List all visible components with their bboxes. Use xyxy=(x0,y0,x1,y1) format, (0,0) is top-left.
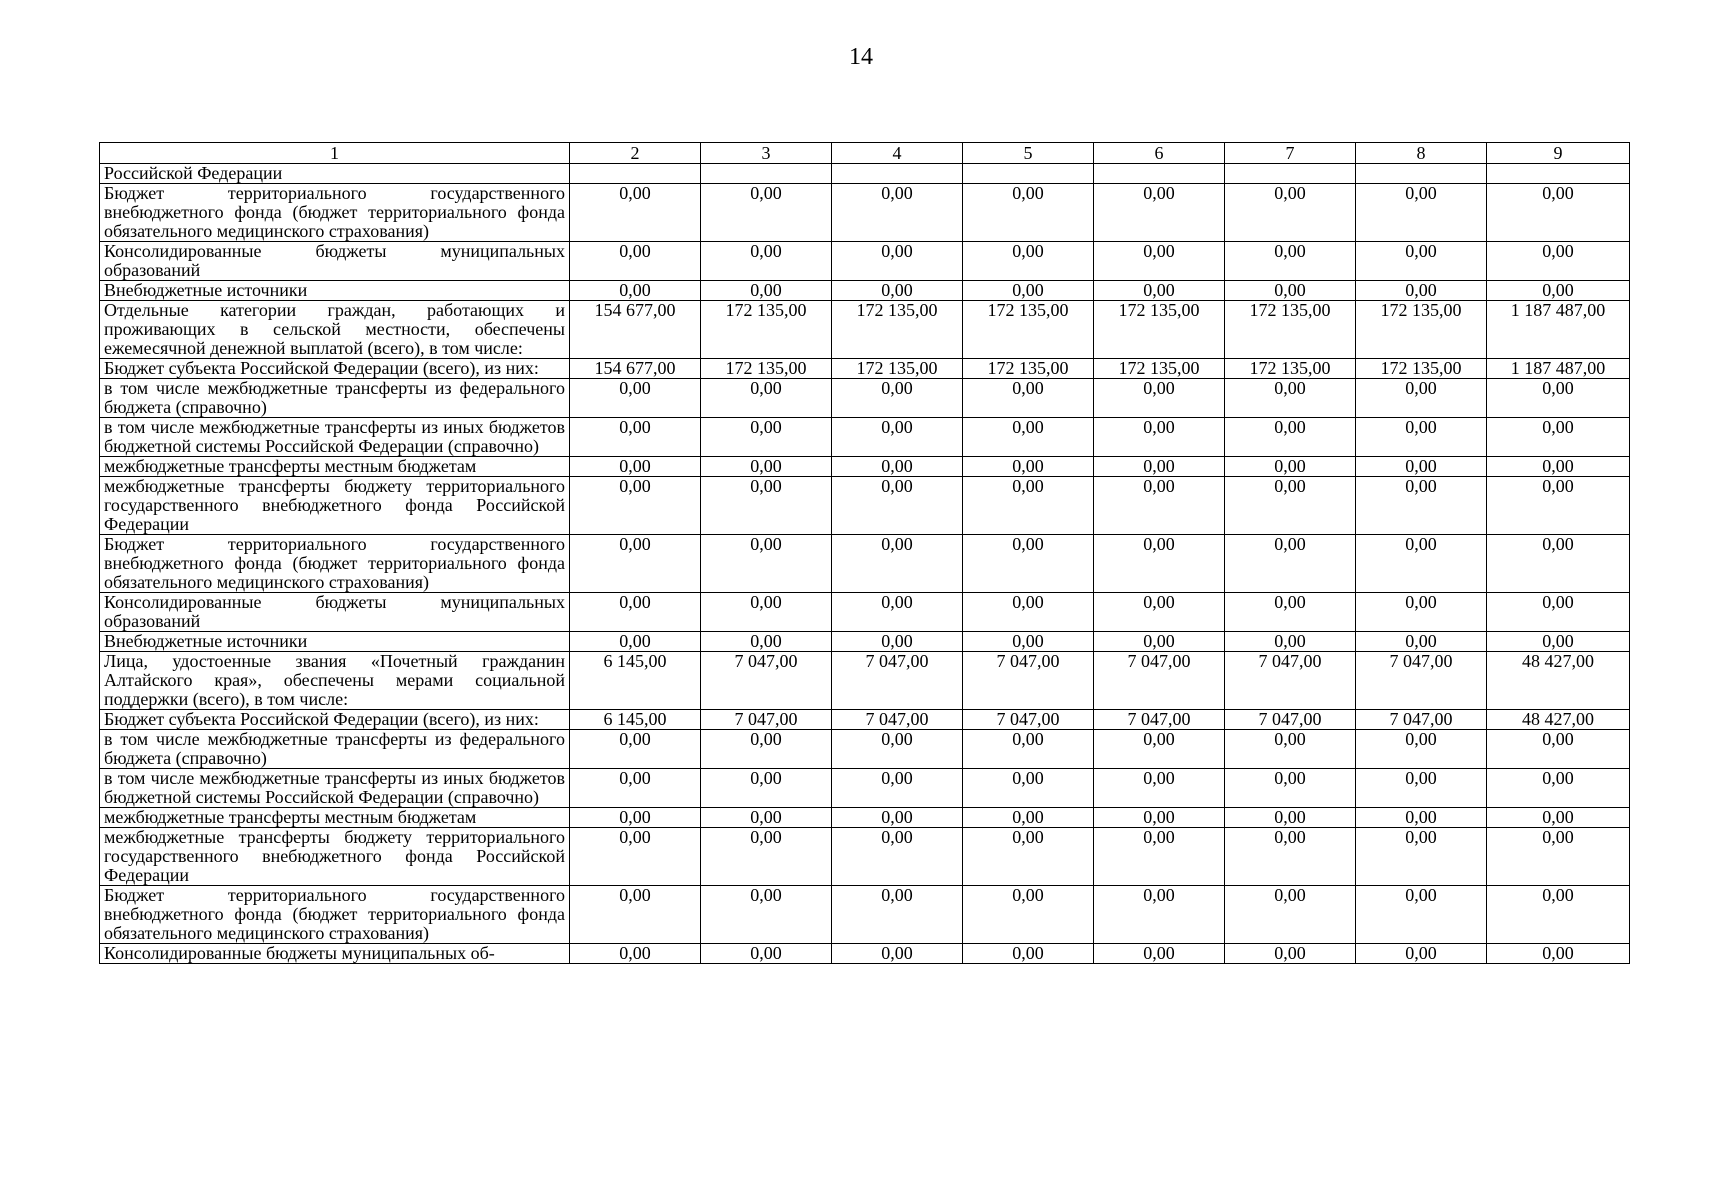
value-cell: 172 135,00 xyxy=(701,301,832,359)
value-cell: 0,00 xyxy=(1225,769,1356,808)
column-header: 3 xyxy=(701,143,832,164)
table-row xyxy=(100,886,1630,944)
row-label: Внебюджетные источники xyxy=(100,281,570,301)
row-label: Консолидированные бюджеты муниципальных образований xyxy=(100,593,570,632)
table-row xyxy=(100,301,1630,359)
value-cell: 0,00 xyxy=(701,379,832,418)
value-cell: 0,00 xyxy=(963,730,1094,769)
value-cell: 0,00 xyxy=(1356,477,1487,535)
value-cell: 0,00 xyxy=(963,828,1094,886)
table-row xyxy=(100,535,1630,593)
table-row xyxy=(100,808,1630,828)
value-cell: 0,00 xyxy=(1356,944,1487,964)
value-cell: 0,00 xyxy=(832,730,963,769)
value-cell: 0,00 xyxy=(1094,535,1225,593)
value-cell: 0,00 xyxy=(1487,457,1630,477)
value-cell: 172 135,00 xyxy=(963,359,1094,379)
value-cell: 1 187 487,00 xyxy=(1487,359,1630,379)
value-cell: 172 135,00 xyxy=(1356,359,1487,379)
table-row xyxy=(100,418,1630,457)
value-cell: 0,00 xyxy=(570,184,701,242)
column-header: 8 xyxy=(1356,143,1487,164)
column-header: 2 xyxy=(570,143,701,164)
value-cell: 7 047,00 xyxy=(832,710,963,730)
value-cell: 172 135,00 xyxy=(1356,301,1487,359)
value-cell: 0,00 xyxy=(570,730,701,769)
value-cell: 172 135,00 xyxy=(1094,359,1225,379)
value-cell: 0,00 xyxy=(1356,457,1487,477)
table-row xyxy=(100,281,1630,301)
value-cell: 0,00 xyxy=(832,242,963,281)
value-cell: 7 047,00 xyxy=(963,710,1094,730)
value-cell: 0,00 xyxy=(570,281,701,301)
value-cell: 0,00 xyxy=(1225,593,1356,632)
value-cell: 0,00 xyxy=(1487,828,1630,886)
value-cell: 48 427,00 xyxy=(1487,710,1630,730)
value-cell: 0,00 xyxy=(963,477,1094,535)
value-cell: 0,00 xyxy=(1094,184,1225,242)
value-cell: 7 047,00 xyxy=(1094,652,1225,710)
value-cell: 0,00 xyxy=(570,379,701,418)
value-cell: 0,00 xyxy=(570,886,701,944)
value-cell: 0,00 xyxy=(1487,886,1630,944)
value-cell: 0,00 xyxy=(832,828,963,886)
row-label: Отдельные категории граждан, работающих и проживающих в сельской местности, обеспечены ежемесячной денежной выплатой (всего), в том числе: xyxy=(100,301,570,359)
row-label: Бюджет территориального государственного внебюджетного фонда (бюджет территориального фонда обязательного медицинского страхования) xyxy=(100,886,570,944)
value-cell: 154 677,00 xyxy=(570,301,701,359)
row-label: Российской Федерации xyxy=(100,164,570,184)
column-header: 1 xyxy=(100,143,570,164)
value-cell: 0,00 xyxy=(1094,730,1225,769)
value-cell: 0,00 xyxy=(570,632,701,652)
table-row xyxy=(100,828,1630,886)
value-cell: 0,00 xyxy=(832,418,963,457)
value-cell: 0,00 xyxy=(701,281,832,301)
value-cell: 0,00 xyxy=(1094,944,1225,964)
value-cell: 0,00 xyxy=(1225,184,1356,242)
value-cell: 0,00 xyxy=(1356,242,1487,281)
value-cell: 0,00 xyxy=(1356,769,1487,808)
value-cell: 172 135,00 xyxy=(963,301,1094,359)
column-header: 7 xyxy=(1225,143,1356,164)
table-row xyxy=(100,710,1630,730)
value-cell: 0,00 xyxy=(1356,593,1487,632)
value-cell: 0,00 xyxy=(963,457,1094,477)
value-cell: 0,00 xyxy=(1487,535,1630,593)
value-cell: 0,00 xyxy=(832,379,963,418)
table-row xyxy=(100,379,1630,418)
value-cell: 0,00 xyxy=(1094,886,1225,944)
value-cell: 0,00 xyxy=(701,242,832,281)
value-cell xyxy=(570,164,701,184)
value-cell: 0,00 xyxy=(963,944,1094,964)
value-cell: 0,00 xyxy=(570,535,701,593)
value-cell: 0,00 xyxy=(570,477,701,535)
value-cell: 0,00 xyxy=(570,769,701,808)
value-cell: 0,00 xyxy=(1094,457,1225,477)
value-cell: 0,00 xyxy=(1094,242,1225,281)
row-label: Бюджет территориального государственного внебюджетного фонда (бюджет территориального фонда обязательного медицинского страхования) xyxy=(100,535,570,593)
value-cell: 0,00 xyxy=(1094,593,1225,632)
value-cell: 0,00 xyxy=(1487,281,1630,301)
value-cell: 0,00 xyxy=(963,808,1094,828)
value-cell: 0,00 xyxy=(1225,808,1356,828)
column-header: 5 xyxy=(963,143,1094,164)
value-cell: 48 427,00 xyxy=(1487,652,1630,710)
value-cell: 0,00 xyxy=(1487,184,1630,242)
table-row xyxy=(100,652,1630,710)
value-cell: 7 047,00 xyxy=(1225,710,1356,730)
value-cell: 0,00 xyxy=(570,242,701,281)
value-cell: 0,00 xyxy=(1356,535,1487,593)
value-cell: 0,00 xyxy=(1225,886,1356,944)
page-number: 14 xyxy=(849,44,873,70)
value-cell: 0,00 xyxy=(832,457,963,477)
value-cell: 0,00 xyxy=(1487,769,1630,808)
value-cell xyxy=(832,164,963,184)
row-label: в том числе межбюджетные трансферты из иных бюджетов бюджетной системы Российской Федерации (справочно) xyxy=(100,418,570,457)
value-cell xyxy=(701,164,832,184)
value-cell: 0,00 xyxy=(963,593,1094,632)
value-cell: 0,00 xyxy=(1356,281,1487,301)
value-cell: 0,00 xyxy=(701,457,832,477)
table-row xyxy=(100,593,1630,632)
value-cell: 0,00 xyxy=(963,184,1094,242)
value-cell: 7 047,00 xyxy=(963,652,1094,710)
value-cell: 0,00 xyxy=(1225,457,1356,477)
row-label: в том числе межбюджетные трансферты из федерального бюджета (справочно) xyxy=(100,730,570,769)
row-label: межбюджетные трансферты местным бюджетам xyxy=(100,457,570,477)
value-cell: 0,00 xyxy=(701,418,832,457)
value-cell: 0,00 xyxy=(570,457,701,477)
row-label: Внебюджетные источники xyxy=(100,632,570,652)
row-label: в том числе межбюджетные трансферты из иных бюджетов бюджетной системы Российской Федерации (справочно) xyxy=(100,769,570,808)
value-cell: 0,00 xyxy=(1094,769,1225,808)
value-cell: 0,00 xyxy=(1225,730,1356,769)
value-cell: 0,00 xyxy=(1487,730,1630,769)
value-cell: 0,00 xyxy=(1094,281,1225,301)
value-cell: 7 047,00 xyxy=(701,710,832,730)
table-row xyxy=(100,184,1630,242)
value-cell: 0,00 xyxy=(1356,418,1487,457)
value-cell: 0,00 xyxy=(832,769,963,808)
value-cell: 0,00 xyxy=(1356,808,1487,828)
value-cell: 0,00 xyxy=(1487,242,1630,281)
value-cell: 0,00 xyxy=(832,593,963,632)
value-cell: 0,00 xyxy=(1094,418,1225,457)
value-cell: 0,00 xyxy=(701,828,832,886)
value-cell: 172 135,00 xyxy=(1094,301,1225,359)
column-header: 4 xyxy=(832,143,963,164)
value-cell: 0,00 xyxy=(570,828,701,886)
row-label: Бюджет территориального государственного внебюджетного фонда (бюджет территориального фонда обязательного медицинского страхования) xyxy=(100,184,570,242)
budget-table xyxy=(99,142,1630,964)
value-cell: 0,00 xyxy=(963,886,1094,944)
table-row xyxy=(100,359,1630,379)
value-cell: 0,00 xyxy=(1356,828,1487,886)
row-label: межбюджетные трансферты местным бюджетам xyxy=(100,808,570,828)
value-cell: 0,00 xyxy=(1356,184,1487,242)
value-cell: 0,00 xyxy=(1094,828,1225,886)
table-row xyxy=(100,730,1630,769)
value-cell: 0,00 xyxy=(1225,242,1356,281)
value-cell: 0,00 xyxy=(570,593,701,632)
value-cell: 0,00 xyxy=(963,632,1094,652)
value-cell: 0,00 xyxy=(570,418,701,457)
value-cell: 0,00 xyxy=(832,886,963,944)
value-cell: 0,00 xyxy=(701,886,832,944)
value-cell: 0,00 xyxy=(570,944,701,964)
value-cell: 0,00 xyxy=(832,808,963,828)
value-cell: 0,00 xyxy=(832,184,963,242)
value-cell: 0,00 xyxy=(963,418,1094,457)
value-cell: 0,00 xyxy=(1487,593,1630,632)
table-row xyxy=(100,457,1630,477)
value-cell: 7 047,00 xyxy=(701,652,832,710)
value-cell xyxy=(963,164,1094,184)
value-cell: 0,00 xyxy=(832,477,963,535)
value-cell: 0,00 xyxy=(832,944,963,964)
column-header: 6 xyxy=(1094,143,1225,164)
row-label: межбюджетные трансферты бюджету территориального государственного внебюджетного фонда Российской Федерации xyxy=(100,828,570,886)
row-label: Консолидированные бюджеты муниципальных образований xyxy=(100,242,570,281)
value-cell: 1 187 487,00 xyxy=(1487,301,1630,359)
row-label: Лица, удостоенные звания «Почетный гражданин Алтайского края», обеспечены мерами социальной поддержки (всего), в том числе: xyxy=(100,652,570,710)
value-cell: 0,00 xyxy=(1356,886,1487,944)
value-cell xyxy=(1487,164,1630,184)
table-row xyxy=(100,164,1630,184)
value-cell: 0,00 xyxy=(1487,632,1630,652)
column-header: 9 xyxy=(1487,143,1630,164)
value-cell: 0,00 xyxy=(963,242,1094,281)
value-cell: 0,00 xyxy=(1225,477,1356,535)
value-cell: 0,00 xyxy=(1487,379,1630,418)
value-cell: 0,00 xyxy=(1487,808,1630,828)
value-cell: 172 135,00 xyxy=(832,301,963,359)
value-cell: 6 145,00 xyxy=(570,710,701,730)
value-cell: 172 135,00 xyxy=(1225,359,1356,379)
value-cell: 0,00 xyxy=(963,769,1094,808)
value-cell xyxy=(1356,164,1487,184)
value-cell: 7 047,00 xyxy=(1225,652,1356,710)
value-cell: 0,00 xyxy=(701,535,832,593)
value-cell: 0,00 xyxy=(701,184,832,242)
value-cell: 0,00 xyxy=(701,593,832,632)
value-cell: 7 047,00 xyxy=(1356,710,1487,730)
value-cell: 0,00 xyxy=(832,281,963,301)
value-cell: 0,00 xyxy=(701,730,832,769)
table-row xyxy=(100,242,1630,281)
row-label: Бюджет субъекта Российской Федерации (всего), из них: xyxy=(100,359,570,379)
value-cell: 172 135,00 xyxy=(1225,301,1356,359)
value-cell: 0,00 xyxy=(1225,418,1356,457)
value-cell: 0,00 xyxy=(570,808,701,828)
value-cell: 0,00 xyxy=(832,632,963,652)
value-cell: 0,00 xyxy=(1225,944,1356,964)
value-cell: 0,00 xyxy=(963,535,1094,593)
value-cell: 0,00 xyxy=(1225,632,1356,652)
value-cell: 7 047,00 xyxy=(1094,710,1225,730)
row-label: Бюджет субъекта Российской Федерации (всего), из них: xyxy=(100,710,570,730)
value-cell: 0,00 xyxy=(1225,379,1356,418)
value-cell: 0,00 xyxy=(1487,418,1630,457)
value-cell: 0,00 xyxy=(1094,477,1225,535)
value-cell: 172 135,00 xyxy=(832,359,963,379)
table-row xyxy=(100,769,1630,808)
value-cell: 0,00 xyxy=(1094,632,1225,652)
value-cell: 7 047,00 xyxy=(832,652,963,710)
row-label: Консолидированные бюджеты муниципальных об- xyxy=(100,944,570,964)
value-cell: 0,00 xyxy=(1356,730,1487,769)
value-cell: 0,00 xyxy=(963,281,1094,301)
row-label: межбюджетные трансферты бюджету территориального государственного внебюджетного фонда Российской Федерации xyxy=(100,477,570,535)
value-cell xyxy=(1225,164,1356,184)
row-label: в том числе межбюджетные трансферты из федерального бюджета (справочно) xyxy=(100,379,570,418)
value-cell: 0,00 xyxy=(1356,379,1487,418)
value-cell xyxy=(1094,164,1225,184)
value-cell: 0,00 xyxy=(1487,944,1630,964)
value-cell: 0,00 xyxy=(701,769,832,808)
value-cell: 0,00 xyxy=(1356,632,1487,652)
value-cell: 0,00 xyxy=(1094,808,1225,828)
value-cell: 6 145,00 xyxy=(570,652,701,710)
value-cell: 7 047,00 xyxy=(1356,652,1487,710)
value-cell: 0,00 xyxy=(1225,828,1356,886)
value-cell: 0,00 xyxy=(1225,535,1356,593)
value-cell: 0,00 xyxy=(701,632,832,652)
value-cell: 0,00 xyxy=(701,808,832,828)
value-cell: 172 135,00 xyxy=(701,359,832,379)
table-row xyxy=(100,944,1630,964)
value-cell: 0,00 xyxy=(1094,379,1225,418)
table-header-row xyxy=(100,143,1630,164)
value-cell: 0,00 xyxy=(1487,477,1630,535)
value-cell: 154 677,00 xyxy=(570,359,701,379)
table-row xyxy=(100,477,1630,535)
table-row xyxy=(100,632,1630,652)
value-cell: 0,00 xyxy=(963,379,1094,418)
value-cell: 0,00 xyxy=(832,535,963,593)
value-cell: 0,00 xyxy=(701,477,832,535)
value-cell: 0,00 xyxy=(701,944,832,964)
value-cell: 0,00 xyxy=(1225,281,1356,301)
